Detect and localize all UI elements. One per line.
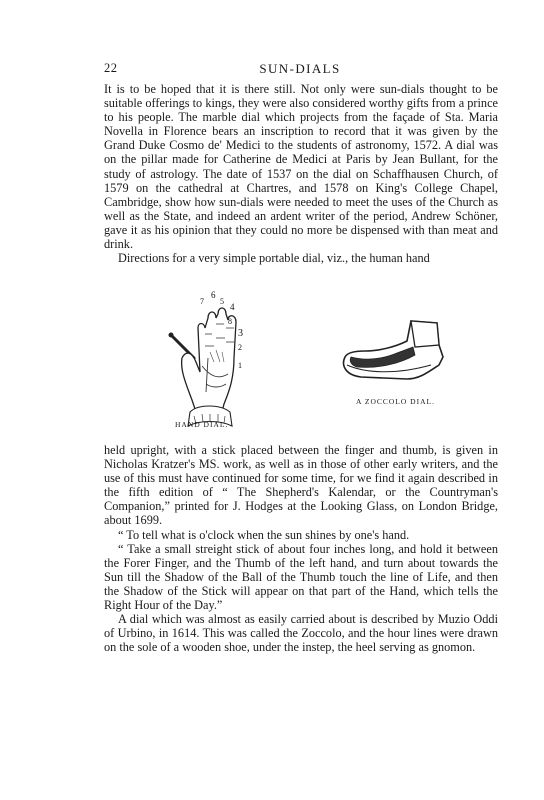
zoccolo-dial-illustration bbox=[335, 313, 455, 393]
hour-numeral: 3 bbox=[238, 328, 243, 339]
paragraph: A dial which was almost as easily carried about is described by Muzio Oddi of Urbino, in 1614. This was called the Zoccolo, and the hour lines were drawn on the sole of a wooden shoe, under the instep, the heel serving as gnomon. bbox=[104, 612, 498, 655]
page-number: 22 bbox=[104, 61, 118, 75]
paragraph: held upright, with a stick placed between the finger and thumb, is given in Nicholas Kratzer's MS. work, as well as in those of other early writers, and the use of this must have continued for some time, for we find it again described in the fifth edition of “ The Shepherd's Kalendar, or the Countryman's Companion,” printed for J. Hodges at the Looking Glass, on London Bridge, about 1699. bbox=[104, 443, 498, 528]
text-block-upper bbox=[104, 82, 498, 265]
hour-numeral: 6 bbox=[211, 290, 216, 300]
paragraph: “ To tell what is o'clock when the sun shines by one's hand. bbox=[118, 527, 410, 542]
hour-numeral: 4 bbox=[230, 302, 235, 312]
zoccolo-dial-caption: A ZOCCOLO DIAL. bbox=[356, 397, 435, 406]
hour-numeral: 7 bbox=[200, 297, 204, 306]
running-header bbox=[104, 61, 496, 79]
hand-dial-illustration bbox=[162, 288, 262, 428]
hour-numeral: 5 bbox=[220, 297, 224, 306]
running-head-title: SUN-DIALS bbox=[259, 61, 341, 76]
hand-dial-caption: HAND DIAL. bbox=[175, 420, 229, 429]
hour-numeral: 1 bbox=[238, 361, 242, 370]
paragraph: “ Take a small streight stick of about four inches long, and hold it between the Forer Finger, and the Thumb of the left hand, and turn about towards the Sun till the Shadow of the Ball of the Thumb touch the line of Life, and then the Shadow of the Stick will appear on that part of the Hand, which tells the Right Hour of the Day.” bbox=[104, 541, 498, 613]
hour-numeral: 8 bbox=[228, 317, 232, 326]
hour-numeral: 2 bbox=[238, 343, 242, 352]
paragraph: Directions for a very simple portable dial, viz., the human hand bbox=[118, 251, 430, 266]
text-block-lower bbox=[104, 443, 498, 654]
paragraph: It is to be hoped that it is there still. Not only were sun-dials thought to be suitable offerings to kings, they were also considered worthy gifts from a prince to his people. The marble dial which projects from the façade of Sta. Maria Novella in Florence bears an inscription to record that it was given by the Grand Duke Cosmo de' Medici to the students of astronomy, 1572. A dial was on the pillar made for Catherine de Medici at Paris by Jean Bullant, for the study of astrology. The date of 1537 on the dial on Schaffhausen Church, of 1579 on the cathedral at Chartres, and 1578 on King's College Chapel, Cambridge, show how sun-dials were needed to meet the uses of the Church as well as the State, and indeed an ardent writer of the period, Andrew Schöner, gave it as his opinion that they could no more be dispensed with than meat and drink. bbox=[104, 82, 498, 252]
